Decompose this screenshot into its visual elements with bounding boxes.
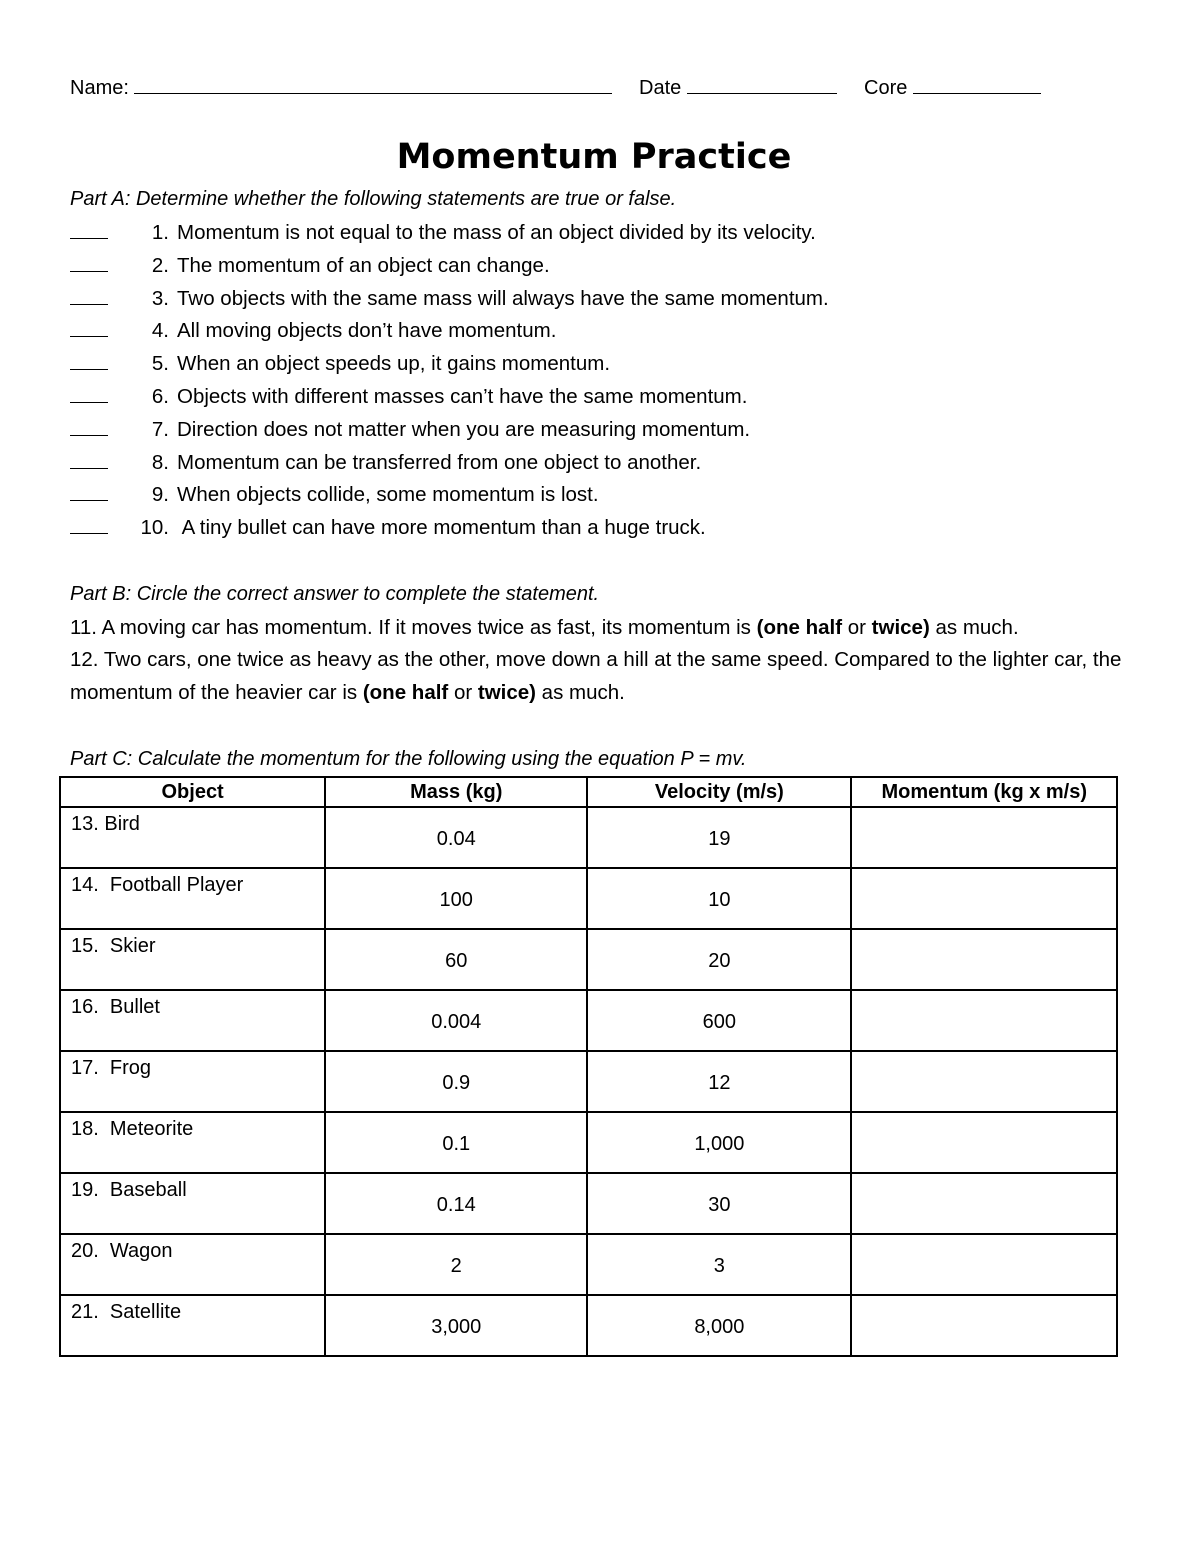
item-number: 9. xyxy=(151,483,169,507)
header-mass: Mass (kg) xyxy=(325,777,587,807)
table-row xyxy=(60,1051,1117,1112)
table-header-row xyxy=(60,777,1117,807)
mass-cell: 0.9 xyxy=(325,1051,587,1112)
item-text: When an object speeds up, it gains momentum. xyxy=(177,352,611,376)
q11-suffix: as much. xyxy=(929,616,1019,639)
item-number: 6. xyxy=(151,385,169,408)
tf-item xyxy=(70,482,599,508)
momentum-answer-cell[interactable] xyxy=(851,1051,1117,1112)
q11-or: or xyxy=(842,616,872,639)
table-row xyxy=(60,1112,1117,1173)
velocity-cell: 19 xyxy=(587,807,851,868)
answer-blank[interactable] xyxy=(70,253,108,272)
part-b-instruction: Part B: Circle the correct answer to complete the statement. xyxy=(70,583,600,605)
momentum-answer-cell[interactable] xyxy=(851,868,1117,929)
object-cell: 20. Wagon xyxy=(60,1234,325,1295)
momentum-answer-cell[interactable] xyxy=(851,1295,1117,1356)
answer-blank[interactable] xyxy=(70,318,108,337)
tf-item xyxy=(70,220,816,246)
momentum-answer-cell[interactable] xyxy=(851,807,1117,868)
tf-item xyxy=(70,286,829,312)
header-object: Object xyxy=(60,777,325,807)
momentum-answer-cell[interactable] xyxy=(851,1112,1117,1173)
answer-blank[interactable] xyxy=(70,515,108,534)
table-body xyxy=(60,807,1117,1356)
part-c-instruction: Part C: Calculate the momentum for the following using the equation P = mv. xyxy=(70,748,747,770)
object-cell: 18. Meteorite xyxy=(60,1112,325,1173)
answer-blank[interactable] xyxy=(70,286,108,305)
item-number: 4. xyxy=(151,319,169,343)
mass-cell: 0.14 xyxy=(325,1173,587,1234)
item-number: 5. xyxy=(151,352,169,376)
name-blank[interactable] xyxy=(134,73,612,94)
object-cell: 17. Frog xyxy=(60,1051,325,1112)
velocity-cell: 600 xyxy=(587,990,851,1051)
table-row xyxy=(60,1295,1117,1356)
object-cell: 14. Football Player xyxy=(60,868,325,929)
velocity-cell: 3 xyxy=(587,1234,851,1295)
answer-blank[interactable] xyxy=(70,450,108,469)
q12-choice-one-half[interactable]: (one half xyxy=(362,680,449,704)
item-number: 2. xyxy=(151,253,169,277)
item-text: Objects with different masses can’t have the same momentum. xyxy=(177,385,748,408)
mass-cell: 0.04 xyxy=(325,807,587,868)
item-text: Direction does not matter when you are measuring momentum. xyxy=(177,417,751,441)
mass-cell: 60 xyxy=(325,929,587,990)
part-a-instruction: Part A: Determine whether the following statements are true or false. xyxy=(70,188,677,210)
tf-item xyxy=(70,384,747,410)
velocity-cell: 10 xyxy=(587,868,851,929)
mass-cell: 2 xyxy=(325,1234,587,1295)
velocity-cell: 1,000 xyxy=(587,1112,851,1173)
answer-blank[interactable] xyxy=(70,384,108,403)
object-cell: 21. Satellite xyxy=(60,1295,325,1356)
q11-choice-twice[interactable]: twice) xyxy=(871,616,930,639)
date-field[interactable] xyxy=(639,73,837,101)
q12-suffix: as much. xyxy=(535,680,625,704)
object-cell: 19. Baseball xyxy=(60,1173,325,1234)
table-row xyxy=(60,807,1117,868)
tf-item xyxy=(70,450,701,476)
item-text: The momentum of an object can change. xyxy=(177,253,550,277)
tf-item xyxy=(70,515,706,541)
momentum-answer-cell[interactable] xyxy=(851,990,1117,1051)
velocity-cell: 30 xyxy=(587,1173,851,1234)
q11-prefix: 11. A moving car has momentum. If it moves twice as fast, its momentum is xyxy=(70,616,757,639)
tf-item xyxy=(70,318,556,344)
mass-cell: 3,000 xyxy=(325,1295,587,1356)
header-momentum: Momentum (kg x m/s) xyxy=(851,777,1117,807)
table-row xyxy=(60,929,1117,990)
table-row xyxy=(60,1234,1117,1295)
tf-item xyxy=(70,351,610,377)
momentum-answer-cell[interactable] xyxy=(851,1234,1117,1295)
velocity-cell: 12 xyxy=(587,1051,851,1112)
tf-item xyxy=(70,417,750,443)
item-text: Momentum can be transferred from one object to another. xyxy=(177,450,702,474)
question-12 xyxy=(70,644,1130,709)
question-11 xyxy=(70,612,1130,645)
tf-item xyxy=(70,253,550,279)
mass-cell: 0.1 xyxy=(325,1112,587,1173)
core-blank[interactable] xyxy=(913,73,1041,94)
name-label: Name: xyxy=(70,77,129,99)
q12-prefix: 12. Two cars, one twice as heavy as the other, move down a hill at the same speed. Compared to the lighter car, the momentum of the heavier car is xyxy=(70,648,1122,704)
table-row xyxy=(60,990,1117,1051)
page-title: Momentum Practice xyxy=(396,137,792,177)
answer-blank[interactable] xyxy=(70,417,108,436)
answer-blank[interactable] xyxy=(70,351,108,370)
item-number: 10. xyxy=(140,516,169,540)
velocity-cell: 8,000 xyxy=(587,1295,851,1356)
answer-blank[interactable] xyxy=(70,220,108,239)
name-field[interactable] xyxy=(70,73,612,101)
mass-cell: 100 xyxy=(325,868,587,929)
date-label: Date xyxy=(639,77,682,99)
date-blank[interactable] xyxy=(687,73,837,94)
object-cell: 15. Skier xyxy=(60,929,325,990)
answer-blank[interactable] xyxy=(70,482,108,501)
momentum-table xyxy=(59,776,1118,1357)
header-velocity: Velocity (m/s) xyxy=(587,777,851,807)
momentum-answer-cell[interactable] xyxy=(851,929,1117,990)
object-cell: 16. Bullet xyxy=(60,990,325,1051)
item-number: 3. xyxy=(151,286,169,310)
item-text: A tiny bullet can have more momentum than a huge truck. xyxy=(177,516,706,540)
item-text: Momentum is not equal to the mass of an object divided by its velocity. xyxy=(177,221,816,244)
item-text: All moving objects don’t have momentum. xyxy=(177,319,557,343)
mass-cell: 0.004 xyxy=(325,990,587,1051)
q12-choice-twice[interactable]: twice) xyxy=(477,680,536,704)
velocity-cell: 20 xyxy=(587,929,851,990)
core-field[interactable] xyxy=(864,73,1041,101)
item-number: 8. xyxy=(151,450,169,474)
momentum-answer-cell[interactable] xyxy=(851,1173,1117,1234)
table-row xyxy=(60,868,1117,929)
object-cell: 13. Bird xyxy=(60,807,325,868)
q11-choice-one-half[interactable]: (one half xyxy=(756,616,843,639)
q12-or: or xyxy=(448,680,478,704)
core-label: Core xyxy=(864,77,908,99)
table-row xyxy=(60,1173,1117,1234)
item-text: Two objects with the same mass will always have the same momentum. xyxy=(177,286,829,310)
item-number: 1. xyxy=(151,221,169,244)
item-text: When objects collide, some momentum is lost. xyxy=(177,483,599,507)
item-number: 7. xyxy=(151,417,169,441)
